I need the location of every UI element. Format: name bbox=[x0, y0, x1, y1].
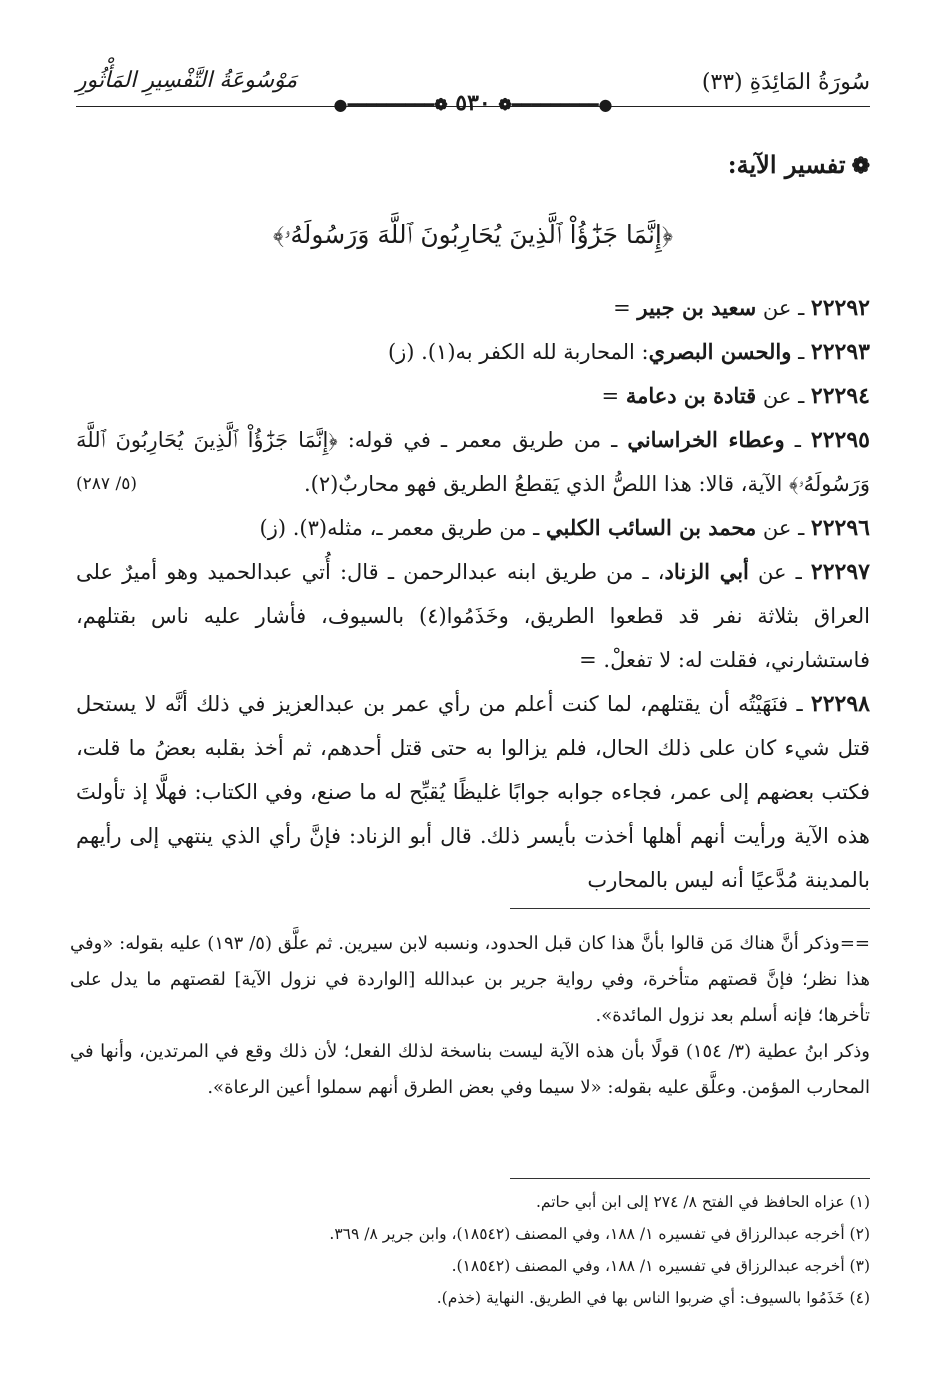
entry-22294 bbox=[76, 374, 870, 418]
entry-number: ٢٢٢٩٥ bbox=[810, 427, 870, 453]
narrator-name: قتادة بن دعامة bbox=[625, 383, 757, 408]
entry-text: = bbox=[613, 296, 638, 320]
narrator-name: محمد بن السائب الكلبي bbox=[546, 515, 757, 540]
note-separator bbox=[510, 908, 870, 909]
entry-number: ٢٢٢٩٦ bbox=[810, 515, 870, 541]
entry-connector: ـ عن bbox=[756, 296, 811, 320]
entry-22296 bbox=[76, 506, 870, 550]
entry-22298 bbox=[76, 682, 870, 902]
ornament-left: ●━━━━━━━━━❁ bbox=[333, 95, 448, 114]
entry-number: ٢٢٢٩٧ bbox=[810, 559, 870, 585]
entry-22293 bbox=[76, 330, 870, 374]
footnote-separator bbox=[510, 1178, 870, 1179]
narrator-name: سعيد بن جبير bbox=[637, 295, 757, 320]
entry-text: ـ من طريق معمر ـ في قوله: ﴿إِنَّمَا جَزَٰٓؤُاْ ٱلَّذِينَ يُحَارِبُونَ ٱللَّهَ وَرَسُولَهُۥ﴾ الآية، قالا: هذا اللصُّ الذي يَقطعُ الطريق فهو محاربٌ(٢). bbox=[76, 428, 870, 496]
narrator-name: أبي الزناد bbox=[664, 559, 749, 584]
entry-connector: ـ عن bbox=[756, 384, 811, 408]
entry-text: فنَهَيْتُه أن يقتلهم، لما كنت أعلم من رأي عمر بن عبدالعزيز في ذلك أنَّه لا يستحل قتل شيء كان على ذلك الحال، فلم يزالوا به حتى قتل أحدهم، ثم أخذ بقلبه بعضُ ما قلت، فكتب بعضهم إلى عمر، فجاءه جوابه جوابًا غليظًا يُقبِّح له ما صنع، وفي الكتاب: فهلَّا إذ تأولتَ هذه الآية ورأيت أنهم أهلها أخذت بأيسر ذلك. قال أبو الزناد: فإنَّ رأي الذي ينتهي إلى رأيهم بالمدينة مُدَّعيًا أنه ليس بالمحارب bbox=[76, 692, 870, 892]
narrator-name: وعطاء الخراساني bbox=[627, 427, 785, 452]
commentary-paragraph-2: وذكر ابنُ عطية (٣/ ١٥٤) قولًا بأن هذه الآية ليست بناسخة لذلك الفعل؛ لأن ذلك وقع في المرتدين، وأنها في المحارب المؤمن. وعلَّق عليه بقوله: «لا سيما وفي بعض الطرق أنهم سملوا أعين الرعاة». bbox=[70, 1041, 870, 1098]
entry-connector: ـ عن bbox=[756, 516, 811, 540]
page-number-text: ٥٣٠ bbox=[455, 90, 491, 116]
footnote-3: (٣) أخرجه عبدالرزاق في تفسيره ١/ ١٨٨، وفي المصنف (١٨٥٤٢). bbox=[451, 1257, 870, 1275]
ornament-right: ❁━━━━━━━━━● bbox=[498, 95, 613, 114]
entry-22297 bbox=[76, 550, 870, 682]
footnote-1: (١) عزاه الحافظ في الفتح ٨/ ٢٧٤ إلى ابن أبي حاتم. bbox=[535, 1193, 870, 1211]
entry-connector: ـ bbox=[784, 428, 811, 452]
continued-commentary bbox=[70, 926, 870, 1106]
entry-text: = bbox=[601, 384, 626, 408]
entry-connector: ـ bbox=[788, 692, 811, 716]
entry-number: ٢٢٢٩٨ bbox=[810, 691, 870, 717]
entry-text: : المحاربة لله الكفر به(١). (ز) bbox=[387, 340, 649, 364]
quran-verse: ﴿إِنَّمَا جَزَٰٓؤُاْ ٱلَّذِينَ يُحَارِبُونَ ٱللَّهَ وَرَسُولَهُۥ﴾ bbox=[273, 220, 673, 249]
entry-number: ٢٢٢٩٤ bbox=[810, 383, 870, 409]
entry-22295 bbox=[76, 418, 870, 506]
entry-text: ـ من طريق معمر ـ، مثله(٣). (ز) bbox=[259, 516, 547, 540]
entry-number: ٢٢٢٩٢ bbox=[810, 295, 870, 321]
section-title bbox=[728, 150, 870, 179]
entry-22292 bbox=[76, 286, 870, 330]
flower-icon: ❁ bbox=[851, 153, 870, 179]
entry-connector: ـ عن bbox=[748, 560, 811, 584]
page-number bbox=[0, 90, 946, 116]
footnote-4: (٤) خَذَمُوا بالسيوف: أي ضربوا الناس بها في الطريق. النهاية (خذم). bbox=[436, 1289, 870, 1307]
entry-number: ٢٢٢٩٣ bbox=[810, 339, 870, 365]
entry-text: ، ـ من طريق ابنه عبدالرحمن ـ قال: أُتي عبدالحميد وهو أميرٌ على العراق بثلاثة نفر قد قطعوا الطريق، وخَذَمُوا(٤) بالسيوف، فأشار عليه ناس بقتلهم، فاستشارني، فقلت له: لا تفعلْ. = bbox=[76, 560, 870, 672]
commentary-paragraph-1: ==وذكر أنَّ هناك مَن قالوا بأنَّ هذا كان قبل الحدود، ونسبه لابن سيرين. ثم علَّق (٥/ ١٩٣) عليه بقوله: «وفي هذا نظر؛ فإنَّ قصتهم متأخرة، وفي رواية جرير بن عبدالله [الواردة في نزول الآية] لقصتهم ما يدل على تأخرها؛ فإنه أسلم بعد نزول المائدة». bbox=[70, 933, 870, 1026]
book-title-header: مَوْسُوعَةُ التَّفْسِيرِ المَأْثُورِ bbox=[76, 68, 298, 93]
surah-header: سُورَةُ المَائِدَةِ (٣٣) bbox=[701, 70, 870, 95]
section-title-text: تفسير الآية: bbox=[727, 150, 846, 179]
narrator-name: والحسن البصري bbox=[648, 339, 792, 364]
footnote-2: (٢) أخرجه عبدالرزاق في تفسيره ١/ ١٨٨، وفي المصنف (١٨٥٤٢)، وابن جرير ٨/ ٣٦٩. bbox=[329, 1225, 870, 1243]
reference-citation: (٥/ ٢٨٧) bbox=[76, 474, 137, 494]
entry-connector: ـ bbox=[791, 340, 811, 364]
